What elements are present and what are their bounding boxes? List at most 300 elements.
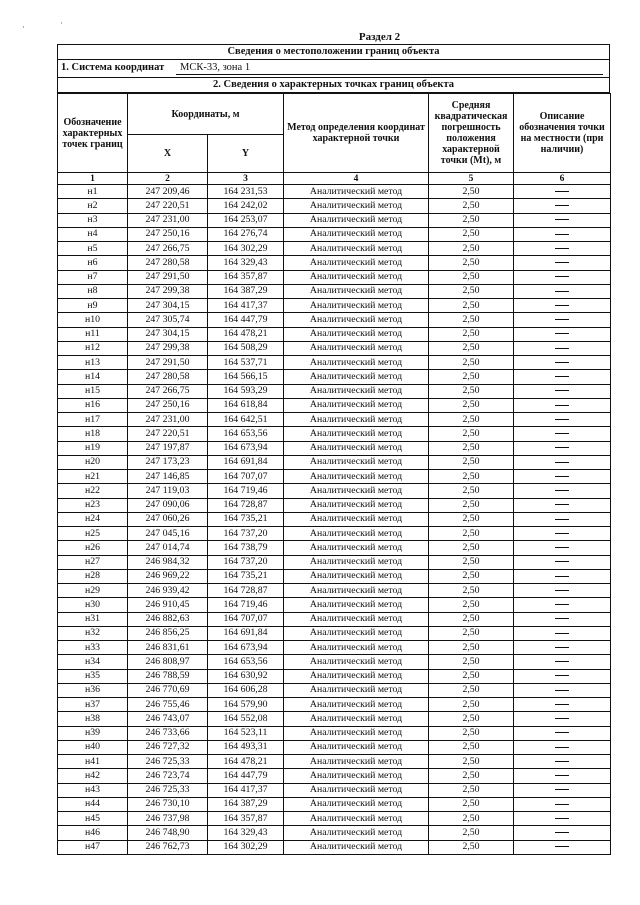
error-cell: 2,50 [429,313,514,327]
document-page [57,30,610,855]
point-id-cell: н20 [58,455,128,469]
method-cell: Аналитический метод [284,555,429,569]
description-cell [514,698,611,712]
dash-mark [555,433,569,434]
method-cell: Аналитический метод [284,726,429,740]
description-cell [514,313,611,327]
y-coordinate-cell: 164 691,84 [208,455,284,469]
method-cell: Аналитический метод [284,612,429,626]
dash-mark [555,191,569,192]
method-cell: Аналитический метод [284,755,429,769]
method-cell: Аналитический метод [284,284,429,298]
x-coordinate-cell: 247 266,75 [128,242,208,256]
method-cell: Аналитический метод [284,712,429,726]
description-cell [514,356,611,370]
table-row [58,769,611,783]
error-cell: 2,50 [429,299,514,313]
y-coordinate-cell: 164 566,15 [208,370,284,384]
y-coordinate-cell: 164 606,28 [208,683,284,697]
y-coordinate-cell: 164 242,02 [208,199,284,213]
dash-mark [555,747,569,748]
point-id-cell: н9 [58,299,128,313]
y-coordinate-cell: 164 673,94 [208,441,284,455]
point-id-cell: н35 [58,669,128,683]
dash-mark [555,618,569,619]
y-coordinate-cell: 164 630,92 [208,669,284,683]
y-coordinate-cell: 164 387,29 [208,284,284,298]
error-cell: 2,50 [429,356,514,370]
x-coordinate-cell: 247 209,46 [128,185,208,199]
error-cell: 2,50 [429,797,514,811]
table-row [58,242,611,256]
x-coordinate-cell: 246 856,25 [128,626,208,640]
dash-mark [555,248,569,249]
table-row [58,641,611,655]
point-id-cell: н14 [58,370,128,384]
description-cell [514,669,611,683]
x-coordinate-cell: 247 305,74 [128,313,208,327]
section-heading: Раздел 2 [358,31,401,43]
header-description: Описание обозначения точки на местности (при наличии) [514,94,611,173]
point-id-cell: н11 [58,327,128,341]
description-cell [514,769,611,783]
x-coordinate-cell: 247 090,06 [128,498,208,512]
point-id-cell: н6 [58,256,128,270]
dash-mark [555,519,569,520]
scan-speck: · [60,18,63,28]
y-coordinate-cell: 164 447,79 [208,313,284,327]
method-cell: Аналитический метод [284,256,429,270]
x-coordinate-cell: 247 220,51 [128,199,208,213]
table-row [58,726,611,740]
dash-mark [555,832,569,833]
point-id-cell: н17 [58,413,128,427]
y-coordinate-cell: 164 738,79 [208,541,284,555]
point-id-cell: н44 [58,797,128,811]
description-cell [514,812,611,826]
method-cell: Аналитический метод [284,683,429,697]
point-id-cell: н13 [58,356,128,370]
error-cell: 2,50 [429,284,514,298]
description-cell [514,755,611,769]
x-coordinate-cell: 246 910,45 [128,598,208,612]
table-row [58,484,611,498]
method-cell: Аналитический метод [284,384,429,398]
table-row [58,826,611,840]
method-cell: Аналитический метод [284,370,429,384]
description-cell [514,840,611,854]
description-cell [514,256,611,270]
error-cell: 2,50 [429,598,514,612]
y-coordinate-cell: 164 253,07 [208,213,284,227]
method-cell: Аналитический метод [284,341,429,355]
error-cell: 2,50 [429,384,514,398]
x-coordinate-cell: 246 748,90 [128,826,208,840]
y-coordinate-cell: 164 707,07 [208,470,284,484]
point-id-cell: н22 [58,484,128,498]
method-cell: Аналитический метод [284,669,429,683]
point-id-cell: н26 [58,541,128,555]
table-row [58,783,611,797]
x-coordinate-cell: 246 743,07 [128,712,208,726]
error-cell: 2,50 [429,341,514,355]
dash-mark [555,205,569,206]
dash-mark [555,690,569,691]
col-number: 4 [284,173,429,185]
table-row [58,698,611,712]
table-row [58,683,611,697]
x-coordinate-cell: 247 299,38 [128,341,208,355]
dash-mark [555,462,569,463]
description-cell [514,527,611,541]
header-y: Y [208,135,284,173]
y-coordinate-cell: 164 508,29 [208,341,284,355]
y-coordinate-cell: 164 537,71 [208,356,284,370]
method-cell: Аналитический метод [284,227,429,241]
point-id-cell: н32 [58,626,128,640]
point-id-cell: н18 [58,427,128,441]
y-coordinate-cell: 164 673,94 [208,641,284,655]
point-id-cell: н30 [58,598,128,612]
description-cell [514,712,611,726]
description-cell [514,555,611,569]
error-cell: 2,50 [429,740,514,754]
description-cell [514,199,611,213]
error-cell: 2,50 [429,584,514,598]
description-cell [514,584,611,598]
error-cell: 2,50 [429,370,514,384]
y-coordinate-cell: 164 478,21 [208,327,284,341]
dash-mark [555,533,569,534]
dash-mark [555,219,569,220]
point-id-cell: н37 [58,698,128,712]
y-coordinate-cell: 164 737,20 [208,527,284,541]
y-coordinate-cell: 164 357,87 [208,270,284,284]
error-cell: 2,50 [429,712,514,726]
points-section-title: 2. Сведения о характерных точках границ объекта [58,78,609,93]
error-cell: 2,50 [429,726,514,740]
error-cell: 2,50 [429,698,514,712]
point-id-cell: н40 [58,740,128,754]
x-coordinate-cell: 247 304,15 [128,299,208,313]
table-row [58,669,611,683]
description-cell [514,683,611,697]
description-cell [514,427,611,441]
description-cell [514,598,611,612]
error-cell: 2,50 [429,612,514,626]
dash-mark [555,647,569,648]
x-coordinate-cell: 246 762,73 [128,840,208,854]
table-row [58,227,611,241]
x-coordinate-cell: 246 831,61 [128,641,208,655]
error-cell: 2,50 [429,783,514,797]
header-error: Средняя квадратическая погрешность положения характерной точки (Mt), м [429,94,514,173]
error-cell: 2,50 [429,484,514,498]
table-row [58,598,611,612]
error-cell: 2,50 [429,641,514,655]
table-row [58,185,611,199]
x-coordinate-cell: 246 723,74 [128,769,208,783]
error-cell: 2,50 [429,569,514,583]
table-row [58,712,611,726]
table-row [58,555,611,569]
dash-mark [555,590,569,591]
point-id-cell: н34 [58,655,128,669]
table-row [58,470,611,484]
method-cell: Аналитический метод [284,698,429,712]
col-number: 2 [128,173,208,185]
col-number: 1 [58,173,128,185]
table-row [58,655,611,669]
point-id-cell: н15 [58,384,128,398]
table-row [58,327,611,341]
dash-mark [555,732,569,733]
description-cell [514,498,611,512]
dash-mark [555,675,569,676]
point-id-cell: н45 [58,812,128,826]
x-coordinate-cell: 247 304,15 [128,327,208,341]
y-coordinate-cell: 164 737,20 [208,555,284,569]
table-row [58,455,611,469]
error-cell: 2,50 [429,755,514,769]
x-coordinate-cell: 247 146,85 [128,470,208,484]
y-coordinate-cell: 164 302,29 [208,840,284,854]
column-numbers-row [58,173,611,185]
dash-mark [555,333,569,334]
col-number: 3 [208,173,284,185]
coordinate-system-label: 1. Система координат [61,62,165,73]
method-cell: Аналитический метод [284,427,429,441]
x-coordinate-cell: 247 060,26 [128,512,208,526]
table-row [58,313,611,327]
method-cell: Аналитический метод [284,213,429,227]
y-coordinate-cell: 164 231,53 [208,185,284,199]
table-row [58,213,611,227]
x-coordinate-cell: 247 119,03 [128,484,208,498]
method-cell: Аналитический метод [284,199,429,213]
header-coords: Координаты, м [128,94,284,135]
error-cell: 2,50 [429,812,514,826]
error-cell: 2,50 [429,199,514,213]
description-cell [514,726,611,740]
point-id-cell: н42 [58,769,128,783]
table-row [58,584,611,598]
dash-mark [555,818,569,819]
y-coordinate-cell: 164 478,21 [208,755,284,769]
table-body [58,185,611,855]
table-row [58,512,611,526]
x-coordinate-cell: 247 250,16 [128,398,208,412]
method-cell: Аналитический метод [284,812,429,826]
x-coordinate-cell: 247 291,50 [128,356,208,370]
description-cell [514,484,611,498]
table-row [58,626,611,640]
point-id-cell: н8 [58,284,128,298]
header-method: Метод определения координат характерной точки [284,94,429,173]
point-id-cell: н28 [58,569,128,583]
point-id-cell: н43 [58,783,128,797]
description-cell [514,384,611,398]
y-coordinate-cell: 164 735,21 [208,512,284,526]
description-cell [514,541,611,555]
description-cell [514,797,611,811]
point-id-cell: н36 [58,683,128,697]
dash-mark [555,576,569,577]
method-cell: Аналитический метод [284,498,429,512]
header-point: Обозначение характерных точек границ [58,94,128,173]
dash-mark [555,276,569,277]
method-cell: Аналитический метод [284,740,429,754]
table-row [58,541,611,555]
method-cell: Аналитический метод [284,413,429,427]
method-cell: Аналитический метод [284,826,429,840]
dash-mark [555,704,569,705]
error-cell: 2,50 [429,470,514,484]
table-row [58,284,611,298]
dash-mark [555,547,569,548]
dash-mark [555,718,569,719]
y-coordinate-cell: 164 579,90 [208,698,284,712]
error-cell: 2,50 [429,655,514,669]
y-coordinate-cell: 164 691,84 [208,626,284,640]
error-cell: 2,50 [429,427,514,441]
point-id-cell: н21 [58,470,128,484]
underline [176,74,603,75]
method-cell: Аналитический метод [284,455,429,469]
method-cell: Аналитический метод [284,185,429,199]
table-row [58,755,611,769]
y-coordinate-cell: 164 417,37 [208,783,284,797]
dash-mark [555,305,569,306]
scan-speck: · [22,22,25,32]
dash-mark [555,775,569,776]
error-cell: 2,50 [429,512,514,526]
dash-mark [555,405,569,406]
description-cell [514,470,611,484]
dash-mark [555,561,569,562]
error-cell: 2,50 [429,256,514,270]
y-coordinate-cell: 164 728,87 [208,498,284,512]
description-cell [514,270,611,284]
method-cell: Аналитический метод [284,655,429,669]
coordinate-system-value: МСК-33, зона 1 [180,62,251,73]
method-cell: Аналитический метод [284,797,429,811]
x-coordinate-cell: 246 969,22 [128,569,208,583]
x-coordinate-cell: 247 299,38 [128,284,208,298]
error-cell: 2,50 [429,826,514,840]
description-cell [514,512,611,526]
dash-mark [555,504,569,505]
point-id-cell: н2 [58,199,128,213]
y-coordinate-cell: 164 707,07 [208,612,284,626]
description-cell [514,284,611,298]
error-cell: 2,50 [429,213,514,227]
y-coordinate-cell: 164 357,87 [208,812,284,826]
method-cell: Аналитический метод [284,327,429,341]
y-coordinate-cell: 164 593,29 [208,384,284,398]
dash-mark [555,604,569,605]
method-cell: Аналитический метод [284,299,429,313]
method-cell: Аналитический метод [284,527,429,541]
y-coordinate-cell: 164 523,11 [208,726,284,740]
y-coordinate-cell: 164 329,43 [208,256,284,270]
point-id-cell: н41 [58,755,128,769]
description-cell [514,641,611,655]
x-coordinate-cell: 247 173,23 [128,455,208,469]
table-row [58,612,611,626]
description-cell [514,327,611,341]
dash-mark [555,447,569,448]
error-cell: 2,50 [429,555,514,569]
point-id-cell: н10 [58,313,128,327]
coordinate-system-row [58,60,609,78]
description-cell [514,185,611,199]
point-id-cell: н1 [58,185,128,199]
method-cell: Аналитический метод [284,783,429,797]
method-cell: Аналитический метод [284,242,429,256]
x-coordinate-cell: 246 725,33 [128,783,208,797]
x-coordinate-cell: 246 808,97 [128,655,208,669]
method-cell: Аналитический метод [284,641,429,655]
description-cell [514,299,611,313]
y-coordinate-cell: 164 302,29 [208,242,284,256]
x-coordinate-cell: 246 725,33 [128,755,208,769]
x-coordinate-cell: 246 730,10 [128,797,208,811]
method-cell: Аналитический метод [284,598,429,612]
description-cell [514,626,611,640]
x-coordinate-cell: 247 231,00 [128,213,208,227]
method-cell: Аналитический метод [284,313,429,327]
x-coordinate-cell: 247 220,51 [128,427,208,441]
error-cell: 2,50 [429,441,514,455]
dash-mark [555,476,569,477]
point-id-cell: н47 [58,840,128,854]
description-cell [514,612,611,626]
point-id-cell: н29 [58,584,128,598]
point-id-cell: н12 [58,341,128,355]
table-row [58,498,611,512]
error-cell: 2,50 [429,669,514,683]
x-coordinate-cell: 247 014,74 [128,541,208,555]
dash-mark [555,348,569,349]
y-coordinate-cell: 164 728,87 [208,584,284,598]
dash-mark [555,376,569,377]
x-coordinate-cell: 246 733,66 [128,726,208,740]
table-row [58,812,611,826]
description-cell [514,413,611,427]
y-coordinate-cell: 164 642,51 [208,413,284,427]
y-coordinate-cell: 164 387,29 [208,797,284,811]
table-row [58,441,611,455]
description-cell [514,826,611,840]
point-id-cell: н3 [58,213,128,227]
x-coordinate-cell: 246 770,69 [128,683,208,697]
table-row [58,840,611,854]
dash-mark [555,234,569,235]
error-cell: 2,50 [429,327,514,341]
point-id-cell: н23 [58,498,128,512]
point-id-cell: н4 [58,227,128,241]
boundary-points-table [57,93,611,855]
y-coordinate-cell: 164 719,46 [208,598,284,612]
point-id-cell: н39 [58,726,128,740]
error-cell: 2,50 [429,185,514,199]
method-cell: Аналитический метод [284,541,429,555]
y-coordinate-cell: 164 653,56 [208,427,284,441]
col-number: 5 [429,173,514,185]
dash-mark [555,761,569,762]
x-coordinate-cell: 247 231,00 [128,413,208,427]
